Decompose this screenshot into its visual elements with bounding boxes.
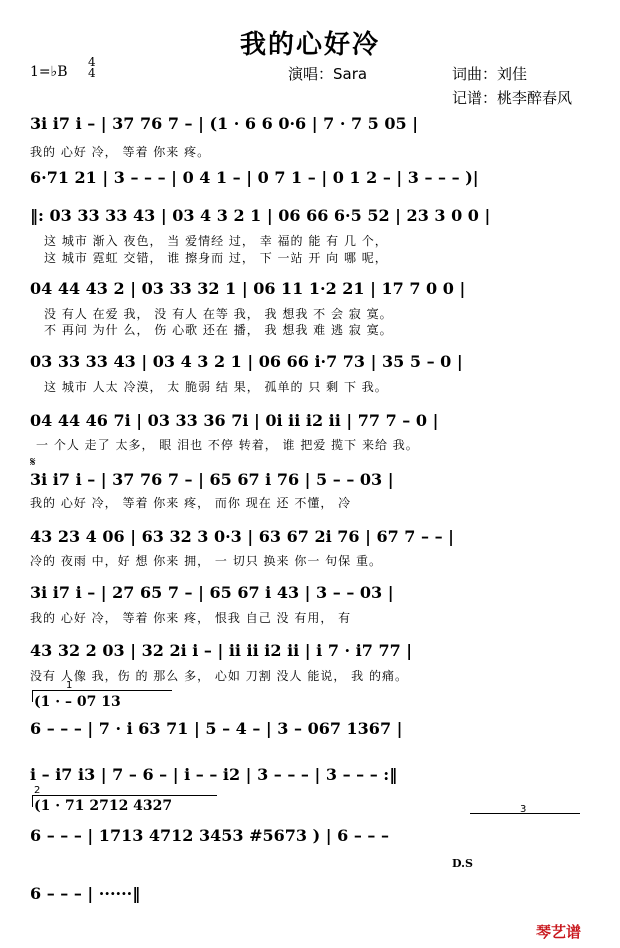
volta-1-bracket-edge: [32, 690, 33, 702]
notation-row-5: 03 33 33 43 | 03 4 3 2 1 | 06 66 i·7 73 | 35 5 – 0 |: [30, 352, 463, 371]
lyric-row-8: 冷的 夜雨 中，好 想 你来 拥， 一 切只 换来 你一 句保 重。: [30, 554, 382, 568]
notation-row-4: 04 44 43 2 | 03 33 32 1 | 06 11 1·2 21 | 17 7 0 0 |: [30, 279, 466, 298]
volta-1-number: 1: [66, 680, 73, 691]
volta-2-bracket: [32, 795, 217, 796]
key-signature: 1=♭B: [30, 64, 68, 80]
lyric-row-6: 一 个人 走了 太多， 眼 泪也 不停 转着， 谁 把爱 揽下 来给 我。: [36, 438, 419, 452]
lyric-row-3a: 这 城市 渐入 夜色， 当 爱情经 过， 幸 福的 能 有 几 个，: [44, 234, 388, 248]
volta-2-number: 2: [34, 785, 41, 796]
lyric-row-5: 这 城市 人太 冷漠， 太 脆弱 结 果， 孤单的 只 剩 下 我。: [44, 380, 388, 394]
lyricist-composer-credit: 词曲：刘佳: [452, 65, 528, 83]
lyric-row-3b: 这 城市 霓虹 交错， 谁 擦身而 过， 下 一站 开 向 哪 呢，: [44, 251, 388, 265]
time-signature: [88, 57, 96, 79]
lyric-row-1: 我的 心好 冷， 等着 你来 疼。: [30, 145, 211, 159]
time-sig-top: 4: [88, 55, 96, 69]
tuplet-number: 3: [520, 804, 527, 815]
ds-marking: D.S: [452, 857, 473, 870]
volta-2-bracket-edge: [32, 795, 33, 807]
lyric-row-9: 我的 心好 冷， 等着 你来 疼， 恨我 自己 没 有用， 有: [30, 611, 352, 625]
segno-sign: 𝄋: [30, 455, 36, 470]
transcriber-credit: 记谱：桃李醉春风: [452, 89, 573, 107]
lyric-row-7: 我的 心好 冷， 等着 你来 疼， 而你 现在 还 不懂， 冷: [30, 496, 352, 510]
notation-row-6: 04 44 46 7i | 03 33 36 7i | 0i ii i2 ii | 77 7 – 0 |: [30, 411, 439, 430]
time-sig-bottom: 4: [88, 66, 96, 80]
notation-row-1: 3i i7 i – | 37 76 7 – | (1 · 6 6 0·6 | 7 · 7 5 05 |: [30, 114, 419, 133]
lyric-row-10: 没有 人像 我，伤 的 那么 多， 心如 刀割 没人 能说， 我 的痛。: [30, 669, 408, 683]
notation-row-13: 6 – – – | 1713 4712 3453 #5673 ) | 6 – – –: [30, 826, 389, 845]
notation-row-8: 43 23 4 06 | 63 32 3 0·3 | 63 67 2i 76 | 67 7 – – |: [30, 527, 454, 546]
volta-1-bracket: [32, 690, 172, 691]
lyric-row-4a: 没 有人 在爱 我， 没 有人 在等 我， 我 想我 不 会 寂 寞。: [44, 307, 393, 321]
notation-row-9: 3i i7 i – | 27 65 7 – | 65 67 i 43 | 3 – – 03 |: [30, 583, 394, 602]
notation-row-14: 6 – – – | ······‖: [30, 884, 141, 903]
notation-row-7: 3i i7 i – | 37 76 7 – | 65 67 i 76 | 5 – – 03 |: [30, 470, 394, 489]
volta-2-notes: (1 · 71 2712 4327: [34, 798, 173, 814]
notation-row-2: 6·71 21 | 3 – – – | 0 4 1 – | 0 7 1 – | 0 1 2 – | 3 – – – )|: [30, 168, 479, 187]
lyric-row-4b: 不 再问 为什 么， 伤 心歌 还在 播， 我 想我 难 逃 寂 寞。: [44, 323, 393, 337]
notation-row-10: 43 32 2 03 | 32 2i i – | ii ii i2 ii | i 7 · i7 77 |: [30, 641, 413, 660]
singer-credit: 演唱：Sara: [288, 65, 368, 83]
volta-1-notes: (1 · – 07 13: [34, 694, 121, 710]
notation-row-11: 6 – – – | 7 · i 63 71 | 5 – 4 – | 3 – 067 1367 |: [30, 719, 403, 738]
notation-row-12: i – i7 i3 | 7 – 6 – | i – – i2 | 3 – – – | 3 – – – :‖: [30, 765, 398, 784]
watermark-logo: 琴艺谱: [536, 923, 582, 941]
notation-row-3: ‖: 03 33 33 43 | 03 4 3 2 1 | 06 66 6·5 52 | 23 3 0 0 |: [30, 206, 491, 225]
song-title: 我的心好冷: [239, 30, 380, 60]
